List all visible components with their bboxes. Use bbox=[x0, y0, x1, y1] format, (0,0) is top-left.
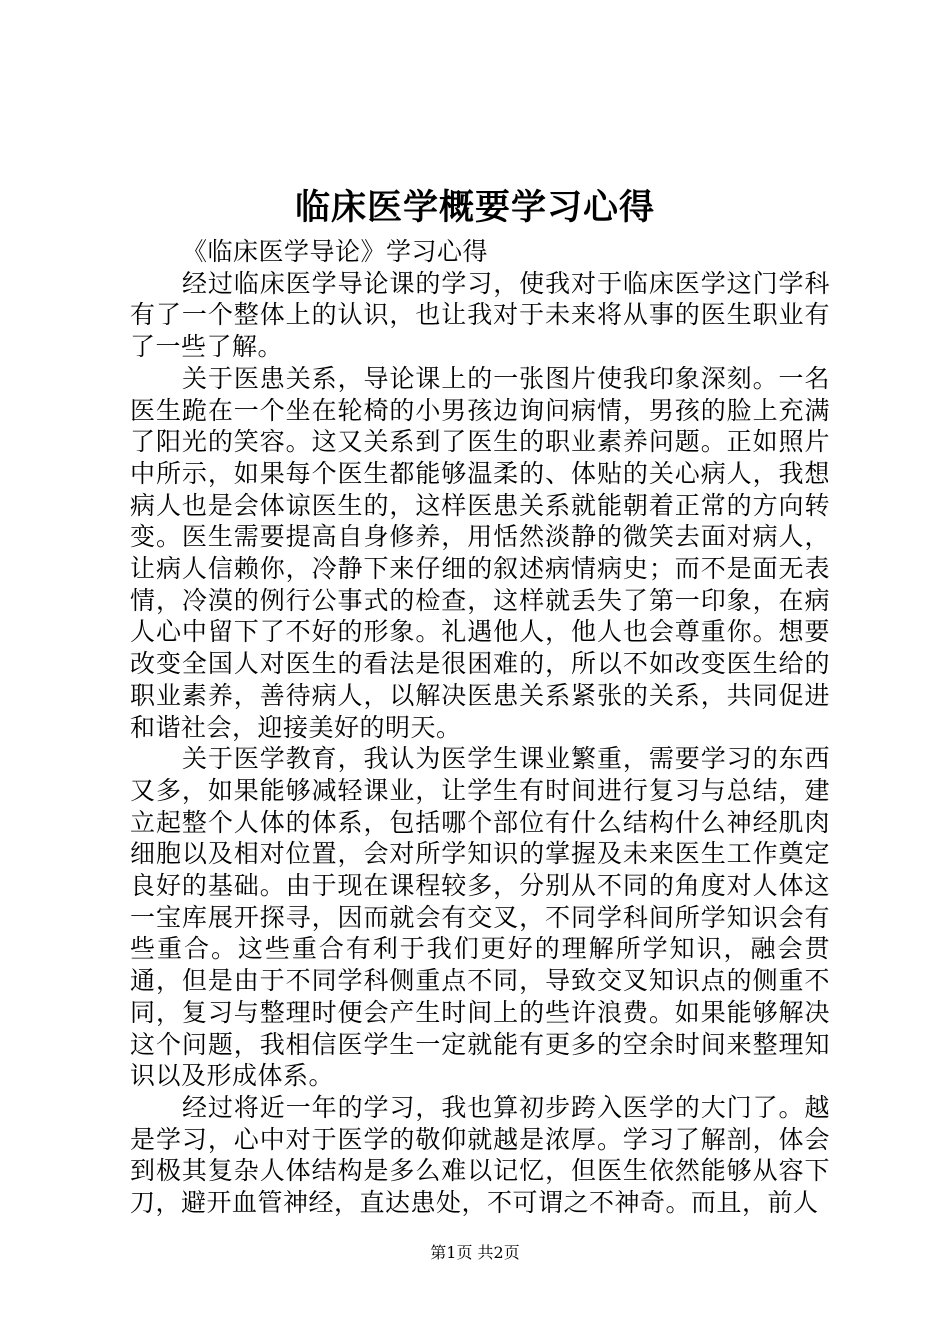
page-footer: 第1页 共2页 bbox=[430, 1243, 520, 1262]
paragraph-subtitle: 《临床医学导论》学习心得 bbox=[182, 237, 489, 266]
paragraph: 经过临床医学导论课的学习，使我对于临床医学这门学科有了一个整体上的认识，也让我对于未来将从事的医生职业有了一些了解。 bbox=[130, 268, 830, 362]
paragraph: 关于医患关系，导论课上的一张图片使我印象深刻。一名医生跪在一个坐在轮椅的小男孩边询问病情，男孩的脸上充满了阳光的笑容。这又关系到了医生的职业素养问题。正如照片中所示，如果每个医生都能够温柔的、体贴的关心病人，我想病人也是会体谅医生的，这样医患关系就能朝着正常的方向转变。医生需要提高自身修养，用恬然淡静的微笑去面对病人，让病人信赖你，冷静下来仔细的叙述病情病史；而不是面无表情，冷漠的例行公事式的检查，这样就丢失了第一印象，在病人心中留下了不好的形象。礼遇他人，他人也会尊重你。想要改变全国人对医生的看法是很困难的，所以不如改变医生给的职业素养，善待病人，以解决医患关系紧张的关系，共同促进和谐社会，迎接美好的明天。 bbox=[130, 363, 830, 742]
paragraph: 经过将近一年的学习，我也算初步跨入医学的大门了。越是学习，心中对于医学的敬仰就越是浓厚。学习了解剖，体会到极其复杂人体结构是多么难以记忆，但医生依然能够从容下刀，避开血管神经，直达患处，不可谓之不神奇。而且，前人 bbox=[130, 1092, 830, 1218]
paragraph: 关于医学教育，我认为医学生课业繁重，需要学习的东西又多，如果能够减轻课业，让学生有时间进行复习与总结，建立起整个人体的体系，包括哪个部位有什么结构什么神经肌肉细胞以及相对位置，会对所学知识的掌握及未来医生工作奠定良好的基础。由于现在课程较多，分别从不同的角度对人体这一宝库展开探寻，因而就会有交叉，不同学科间所学知识会有些重合。这些重合有利于我们更好的理解所学知识，融会贯通，但是由于不同学科侧重点不同，导致交叉知识点的侧重不同，复习与整理时便会产生时间上的些许浪费。如果能够解决这个问题，我相信医学生一定就能有更多的空余时间来整理知识以及形成体系。 bbox=[130, 744, 830, 1091]
document-title: 临床医学概要学习心得 bbox=[294, 187, 655, 228]
document-body bbox=[130, 236, 830, 1219]
